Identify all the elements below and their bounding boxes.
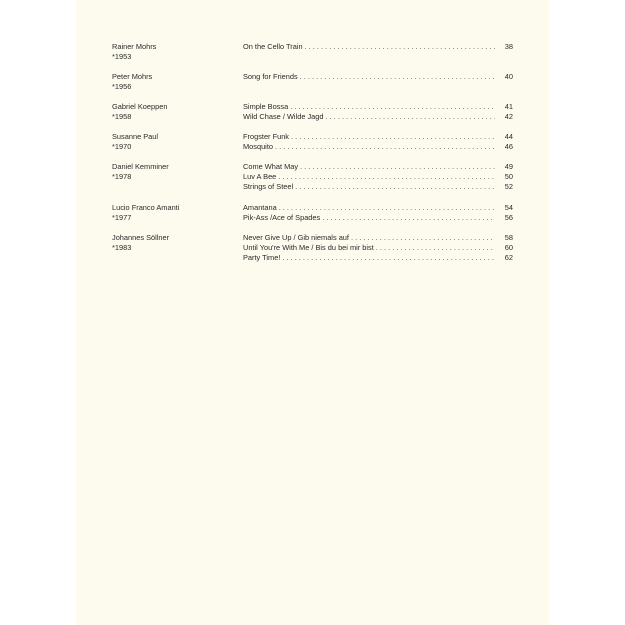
page-number: 41 (504, 102, 513, 111)
page-number: 58 (504, 233, 513, 242)
composer-name: Gabriel Koeppen (112, 102, 168, 111)
piece-row[interactable] (243, 42, 513, 52)
piece-title: Until You're With Me / Bis du bei mir bist (243, 243, 374, 253)
composer-name: Peter Mohrs (112, 72, 153, 81)
page-number: 46 (504, 142, 513, 152)
piece-title: Song for Friends (243, 72, 298, 81)
piece-row[interactable] (243, 182, 513, 192)
composer-info (112, 132, 232, 152)
piece-list (243, 102, 513, 122)
composer-info (112, 102, 232, 122)
dot-leader (300, 162, 495, 172)
dot-leader (376, 243, 495, 253)
page-number: 54 (504, 203, 513, 212)
page-number: 38 (504, 42, 513, 51)
dot-leader (300, 72, 495, 82)
piece-row[interactable] (243, 233, 513, 243)
toc-page (76, 0, 549, 625)
piece-list (243, 42, 513, 52)
dot-leader (282, 253, 495, 263)
piece-row[interactable] (243, 213, 513, 223)
composer-name: Rainer Mohrs (112, 42, 157, 51)
dot-leader (278, 172, 495, 182)
dot-leader (290, 102, 495, 112)
composer-birth-year: *1953 (112, 52, 132, 62)
piece-title: Pik-Ass /Ace of Spades (243, 213, 321, 223)
piece-row[interactable] (243, 243, 513, 253)
piece-title: Luv A Bee (243, 172, 277, 182)
composer-name: Johannes Söllner (112, 233, 170, 242)
page-number: 40 (504, 72, 513, 81)
composer-birth-year: *1970 (112, 142, 132, 152)
piece-row[interactable] (243, 172, 513, 182)
dot-leader (295, 182, 495, 192)
piece-title: Amantana (243, 203, 277, 212)
piece-row[interactable] (243, 162, 513, 172)
composer-name: Susanne Paul (112, 132, 159, 141)
piece-row[interactable] (243, 132, 513, 142)
piece-row[interactable] (243, 253, 513, 263)
dot-leader (305, 42, 495, 52)
piece-list (243, 132, 513, 152)
composer-birth-year: *1958 (112, 112, 132, 122)
composer-info (112, 42, 232, 62)
piece-title: Never Give Up / Gib niemals auf (243, 233, 349, 242)
page-number: 62 (504, 253, 513, 263)
piece-title: Strings of Steel (243, 182, 294, 192)
piece-title: Frogster Funk (243, 132, 290, 141)
piece-title: On the Cello Train (243, 42, 303, 51)
piece-row[interactable] (243, 112, 513, 122)
dot-leader (326, 112, 495, 122)
piece-row[interactable] (243, 142, 513, 152)
composer-name: Daniel Kemminer (112, 162, 169, 171)
piece-list (243, 203, 513, 223)
page-number: 49 (504, 162, 513, 171)
dot-leader (275, 142, 495, 152)
piece-row[interactable] (243, 203, 513, 213)
composer-info (112, 72, 232, 92)
piece-list (243, 72, 513, 82)
composer-name: Lucio Franco Amanti (112, 203, 180, 212)
piece-title: Wild Chase / Wilde Jagd (243, 112, 324, 122)
dot-leader (291, 132, 495, 142)
piece-list (243, 233, 513, 264)
page-number: 50 (504, 172, 513, 182)
composer-info (112, 203, 232, 223)
piece-title: Party Time! (243, 253, 281, 263)
page-number: 60 (504, 243, 513, 253)
composer-info (112, 233, 232, 253)
page-number: 44 (504, 132, 513, 141)
dot-leader (322, 213, 495, 223)
piece-title: Come What May (243, 162, 299, 171)
page-number: 42 (504, 112, 513, 122)
dot-leader (279, 203, 495, 213)
dot-leader (351, 233, 495, 243)
piece-row[interactable] (243, 72, 513, 82)
composer-info (112, 162, 232, 182)
piece-title: Simple Bossa (243, 102, 289, 111)
piece-row[interactable] (243, 102, 513, 112)
composer-birth-year: *1977 (112, 213, 132, 223)
page-number: 52 (504, 182, 513, 192)
piece-title: Mosquito (243, 142, 273, 152)
composer-birth-year: *1978 (112, 172, 132, 182)
composer-birth-year: *1983 (112, 243, 132, 253)
composer-birth-year: *1956 (112, 82, 132, 92)
piece-list (243, 162, 513, 193)
page-number: 56 (504, 213, 513, 223)
